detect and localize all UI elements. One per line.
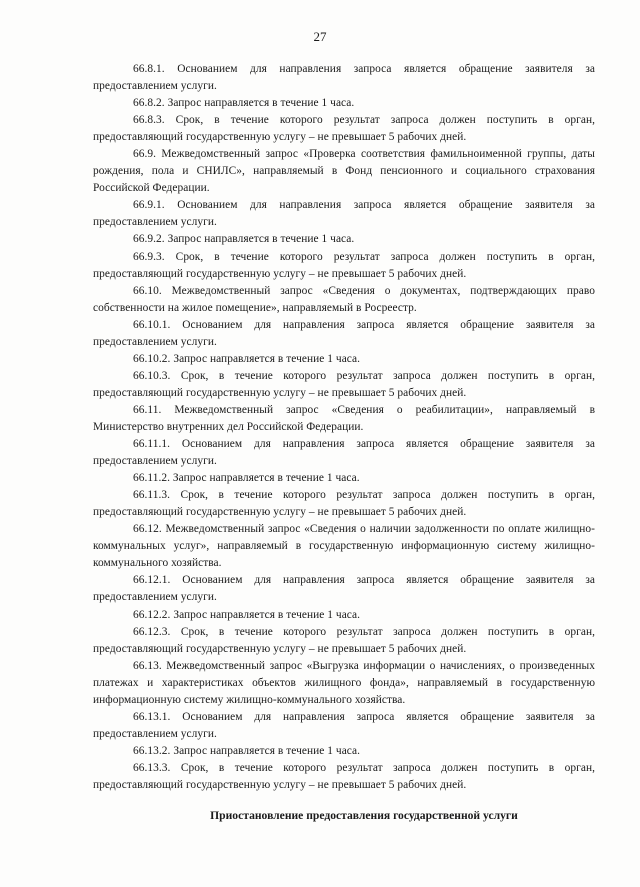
paragraph: 66.13.1. Основанием для направления запроса является обращение заявителя за предоставлением услуги. (93, 710, 595, 740)
paragraph: 66.11.3. Срок, в течение которого результат запроса должен поступить в орган, предоставляющий государственную услугу – не превышает 5 рабочих дней. (93, 489, 595, 519)
paragraph: 66.11. Межведомственный запрос «Сведения о реабилитации», направляемый в Министерство внутренних дел Российской Федерации. (93, 403, 595, 433)
paragraph: 66.8.3. Срок, в течение которого результат запроса должен поступить в орган, предоставляющий государственную услугу – не превышает 5 рабочих дней. (93, 114, 595, 144)
paragraph: 66.12.2. Запрос направляется в течение 1 часа. (133, 608, 361, 621)
paragraph: 66.10.1. Основанием для направления запроса является обращение заявителя за предоставлением услуги. (93, 318, 595, 348)
paragraph: 66.13. Межведомственный запрос «Выгрузка информации о начислениях, о произведенных платежах и характеристиках объектов жилищного фонда», направляемый в государственную информационную систему жилищно-коммунального хозяйства. (93, 659, 595, 706)
section-heading: Приостановление предоставления государственной услуги (210, 809, 518, 822)
paragraph: 66.9. Межведомственный запрос «Проверка соответствия фамильноименной группы, даты рождения, пола и СНИЛС», направляемый в Фонд пенсионного и социального страхования Российской Федерации. (93, 148, 595, 195)
paragraph: 66.9.3. Срок, в течение которого результат запроса должен поступить в орган, предоставляющий государственную услугу – не превышает 5 рабочих дней. (93, 250, 595, 280)
paragraph: 66.13.2. Запрос направляется в течение 1 часа. (133, 744, 361, 757)
document-body (93, 61, 595, 794)
paragraph: 66.13.3. Срок, в течение которого результат запроса должен поступить в орган, предоставляющий государственную услугу – не превышает 5 рабочих дней. (93, 761, 595, 791)
paragraph: 66.8.2. Запрос направляется в течение 1 часа. (133, 97, 355, 110)
paragraph: 66.9.2. Запрос направляется в течение 1 часа. (133, 233, 355, 246)
paragraph: 66.8.1. Основанием для направления запроса является обращение заявителя за предоставлением услуги. (93, 63, 595, 93)
paragraph: 66.10. Межведомственный запрос «Сведения о документах, подтверждающих право собственности на жилое помещение», направляемый в Росреестр. (93, 284, 595, 314)
paragraph: 66.12. Межведомственный запрос «Сведения о наличии задолженности по оплате жилищно-коммунальных услуг», направляемый в государственную информационную систему жилищно-коммунального хозяйства. (93, 523, 595, 570)
paragraph: 66.11.1. Основанием для направления запроса является обращение заявителя за предоставлением услуги. (93, 438, 595, 468)
paragraph: 66.10.3. Срок, в течение которого результат запроса должен поступить в орган, предоставляющий государственную услугу – не превышает 5 рабочих дней. (93, 369, 595, 399)
paragraph: 66.9.1. Основанием для направления запроса является обращение заявителя за предоставлением услуги. (93, 199, 595, 229)
paragraph: 66.12.1. Основанием для направления запроса является обращение заявителя за предоставлением услуги. (93, 574, 595, 604)
paragraph: 66.10.2. Запрос направляется в течение 1 часа. (133, 352, 361, 365)
paragraph: 66.11.2. Запрос направляется в течение 1 часа. (133, 472, 360, 485)
page-number: 27 (313, 29, 327, 44)
paragraph: 66.12.3. Срок, в течение которого результат запроса должен поступить в орган, предоставляющий государственную услугу – не превышает 5 рабочих дней. (93, 625, 595, 655)
